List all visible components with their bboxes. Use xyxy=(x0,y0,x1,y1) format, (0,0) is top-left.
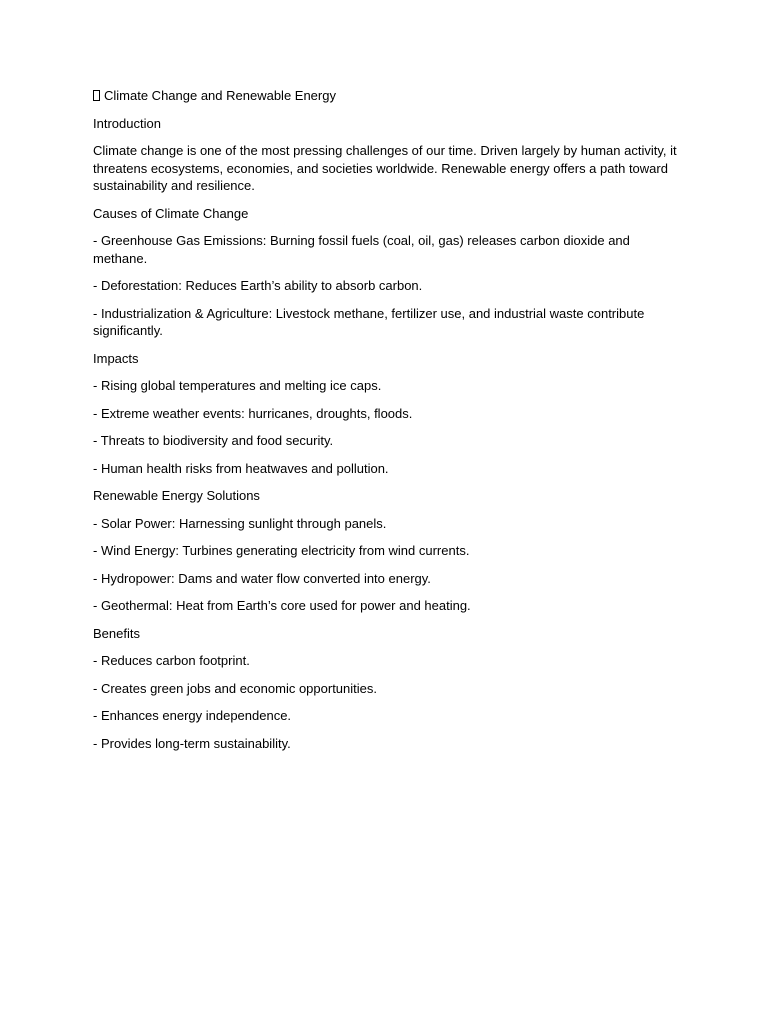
benefits-heading: Benefits xyxy=(93,625,140,641)
causes-item-deforestation: - Deforestation: Reduces Earth’s ability to absorb carbon. xyxy=(93,278,423,293)
causes-heading: Causes of Climate Change xyxy=(93,205,249,221)
impacts-item-health: - Human health risks from heatwaves and pollution. xyxy=(93,460,389,476)
missing-glyph-icon xyxy=(93,90,100,101)
impacts-item-weather: - Extreme weather events: hurricanes, droughts, floods. xyxy=(93,405,413,421)
benefits-item-carbon: - Reduces carbon footprint. xyxy=(93,653,250,668)
solutions-item-solar: - Solar Power: Harnessing sunlight through panels. xyxy=(93,515,387,531)
impacts-heading: Impacts xyxy=(93,350,139,366)
solutions-item-wind: - Wind Energy: Turbines generating electricity from wind currents. xyxy=(93,543,470,558)
causes-item-industrialization: - Industrialization & Agriculture: Livestock methane, fertilizer use, and industrial waste contribute significantly. xyxy=(93,305,645,338)
solutions-item-hydropower: - Hydropower: Dams and water flow converted into energy. xyxy=(93,570,431,586)
benefits-item-sustainability: - Provides long-term sustainability. xyxy=(93,735,291,751)
impacts-item-biodiversity: - Threats to biodiversity and food security. xyxy=(93,433,334,448)
benefits-item-jobs: - Creates green jobs and economic opportunities. xyxy=(93,680,377,696)
document-page xyxy=(93,87,683,762)
document-title-text: Climate Change and Renewable Energy xyxy=(104,88,336,103)
solutions-heading: Renewable Energy Solutions xyxy=(93,488,260,503)
impacts-item-temperatures: - Rising global temperatures and melting ice caps. xyxy=(93,378,382,393)
solutions-item-geothermal: - Geothermal: Heat from Earth’s core used for power and heating. xyxy=(93,598,471,613)
document-title xyxy=(93,87,683,105)
introduction-heading: Introduction xyxy=(93,115,161,131)
introduction-paragraph: Climate change is one of the most pressing challenges of our time. Driven largely by human activity, it threatens ecosystems, economies, and societies worldwide. Renewable energy offers a path toward sustainability and resilience. xyxy=(93,143,677,193)
benefits-item-independence: - Enhances energy independence. xyxy=(93,708,292,723)
causes-item-greenhouse: - Greenhouse Gas Emissions: Burning fossil fuels (coal, oil, gas) releases carbon dioxide and methane. xyxy=(93,233,630,266)
